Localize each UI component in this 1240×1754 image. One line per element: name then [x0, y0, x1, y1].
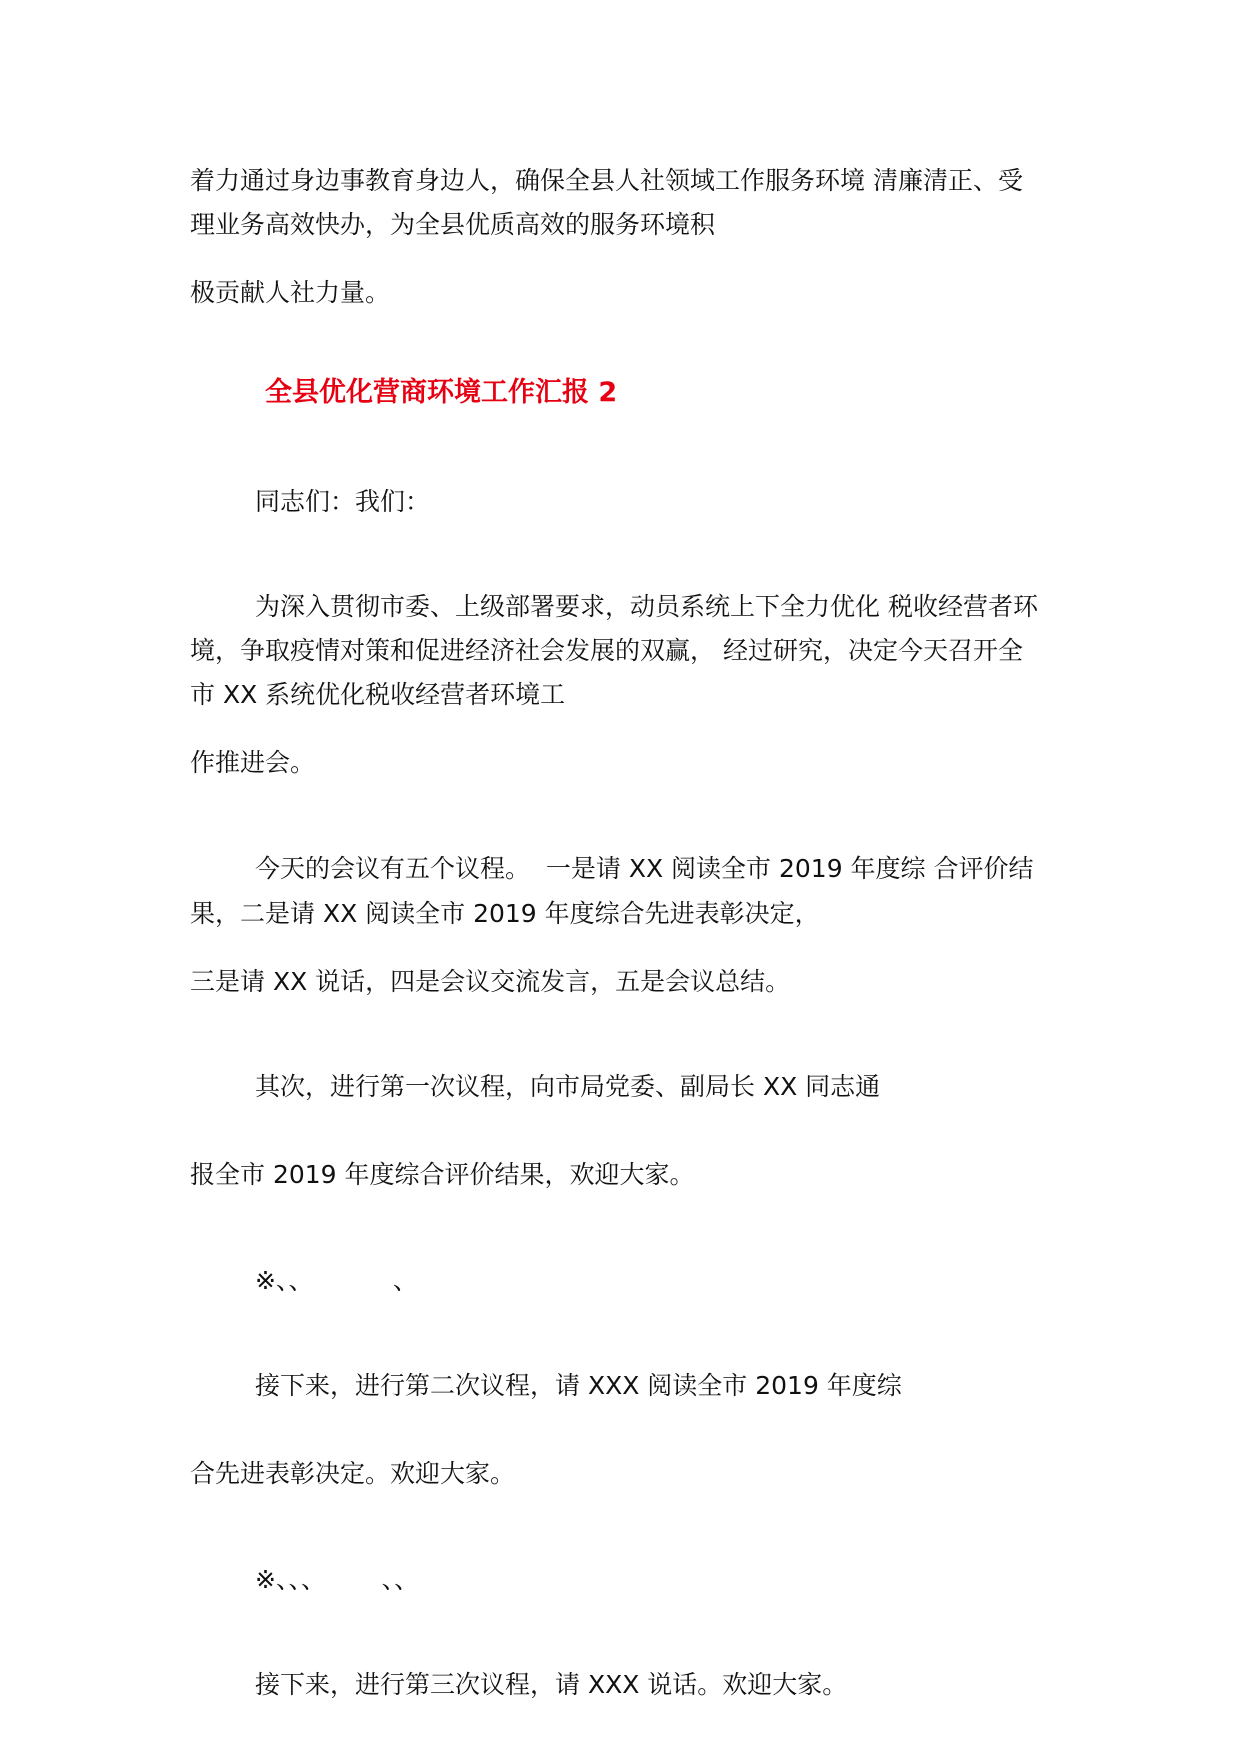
- paragraph4-line-2: 合先进表彰决定。欢迎大家。: [190, 1459, 516, 1488]
- marks-line-1: ※、、 、: [255, 1266, 418, 1295]
- paragraph3-line-2: 报全市 2019 年度综合评价结果，欢迎大家。: [190, 1160, 695, 1189]
- paragraph1-line-1: 为深入贯彻市委、上级部署要求，动员系统上下全力优化 税收经营者环: [255, 592, 1038, 621]
- marks-line-2: ※、、、 、、: [255, 1565, 420, 1594]
- paragraph5-line-1: 接下来，进行第三次议程，请 XXX 说话。欢迎大家。: [255, 1670, 848, 1699]
- paragraph2-line-1: 今天的会议有五个议程。 一是请 XX 阅读全市 2019 年度综 合评价结: [255, 854, 1034, 883]
- intro-line-3: 极贡献人社力量。: [190, 278, 391, 307]
- intro-line-2: 理业务高效快办，为全县优质高效的服务环境积: [190, 210, 716, 239]
- paragraph2-line-3: 三是请 XX 说话，四是会议交流发言，五是会议总结。: [190, 967, 791, 996]
- section-title: 全县优化营商环境工作汇报 2: [265, 377, 618, 408]
- paragraph1-line-4: 作推进会。: [190, 748, 316, 777]
- intro-line-1: 着力通过身边事教育身边人，确保全县人社领域工作服务环境 清廉清正、受: [190, 166, 1023, 195]
- paragraph3-line-1: 其次，进行第一次议程，向市局党委、副局长 XX 同志通: [255, 1072, 881, 1101]
- paragraph1-line-2: 境，争取疫情对策和促进经济社会发展的双赢， 经过研究，决定今天召开全: [190, 636, 1023, 665]
- paragraph4-line-1: 接下来，进行第二次议程，请 XXX 阅读全市 2019 年度综: [255, 1371, 902, 1400]
- paragraph1-line-3: 市 XX 系统优化税收经营者环境工: [190, 680, 566, 709]
- paragraph2-line-2: 果，二是请 XX 阅读全市 2019 年度综合先进表彰决定，: [190, 899, 820, 928]
- greeting: 同志们：我们：: [255, 487, 431, 516]
